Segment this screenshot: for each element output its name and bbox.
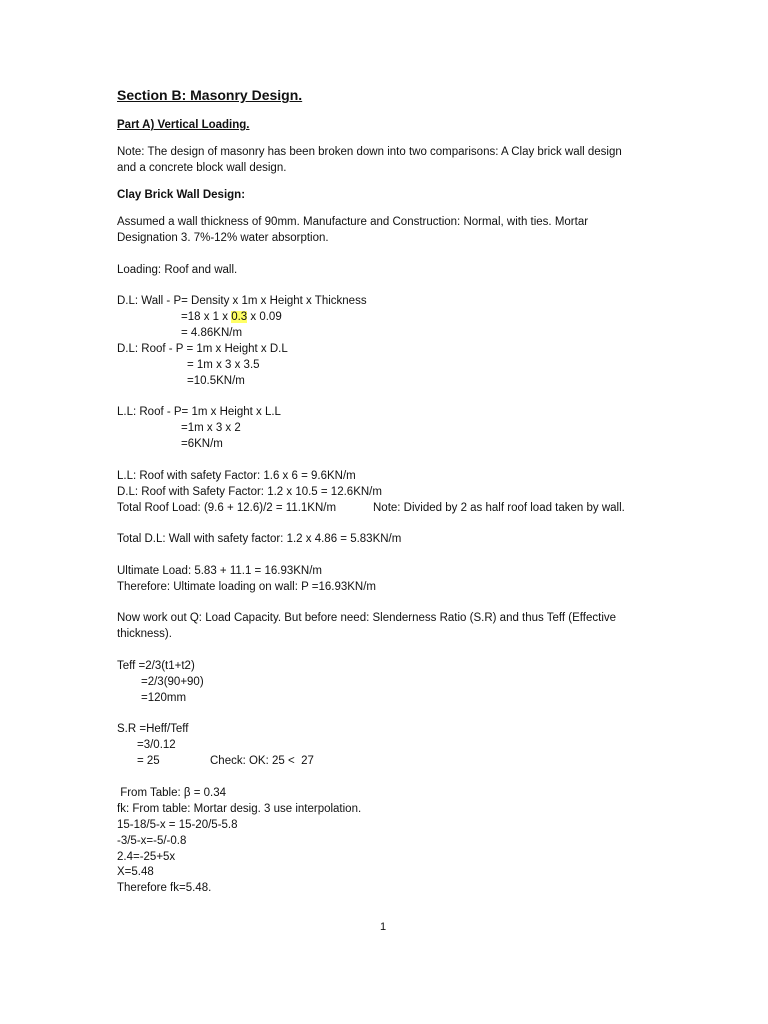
dl-roof-line-2: = 1m x 3 x 3.5 — [187, 359, 260, 371]
beta-line: From Table: β = 0.34 — [117, 787, 226, 799]
sr-line-3: = 25 — [137, 755, 160, 767]
dl-wall-line-1: D.L: Wall - P= Density x 1m x Height x Thickness — [117, 295, 367, 307]
ll-roof-line-3: =6KN/m — [181, 438, 223, 450]
teff-line-1: Teff =2/3(t1+t2) — [117, 660, 195, 672]
total-dl-line: Total D.L: Wall with safety factor: 1.2 x 4.86 = 5.83KN/m — [117, 533, 402, 545]
sr-line-1: S.R =Heff/Teff — [117, 723, 189, 735]
ultimate-line-2: Therefore: Ultimate loading on wall: P =16.93KN/m — [117, 581, 376, 593]
note-line-1: Note: The design of masonry has been broken down into two comparisons: A Clay brick wall design — [117, 146, 622, 158]
note-line-2: and a concrete block wall design. — [117, 162, 287, 174]
eq-line-3: 2.4=-25+5x — [117, 851, 176, 863]
dl-wall-line-2-a: =18 x 1 x — [181, 311, 232, 323]
dl-wall-line-2 — [181, 310, 282, 325]
page-number: 1 — [380, 921, 387, 933]
clay-heading: Clay Brick Wall Design: — [117, 189, 246, 201]
eq-line-1: 15-18/5-x = 15-20/5-5.8 — [117, 819, 238, 831]
sr-line-2: =3/0.12 — [137, 739, 176, 751]
part-heading: Part A) Vertical Loading. — [117, 119, 250, 131]
dl-factor-line: D.L: Roof with Safety Factor: 1.2 x 10.5 = 12.6KN/m — [117, 486, 382, 498]
dl-wall-line-3: = 4.86KN/m — [181, 327, 243, 339]
dl-roof-line-3: =10.5KN/m — [187, 375, 245, 387]
section-title: Section B: Masonry Design. — [117, 87, 303, 103]
now-work-line-2: thickness). — [117, 628, 172, 640]
dl-wall-line-2-b: x 0.09 — [247, 311, 282, 323]
total-roof-note: Note: Divided by 2 as half roof load taken by wall. — [373, 502, 625, 514]
teff-line-2: =2/3(90+90) — [141, 676, 204, 688]
assumed-line-2: Designation 3. 7%-12% water absorption. — [117, 232, 329, 244]
ultimate-line-1: Ultimate Load: 5.83 + 11.1 = 16.93KN/m — [117, 565, 322, 577]
ll-roof-line-2: =1m x 3 x 2 — [181, 422, 241, 434]
sr-check: Check: OK: 25 < 27 — [210, 755, 314, 767]
highlighted-height: 0.3 — [231, 311, 248, 323]
eq-line-4: X=5.48 — [117, 866, 154, 878]
ll-roof-line-1: L.L: Roof - P= 1m x Height x L.L — [117, 406, 281, 418]
eq-line-2: -3/5-x=-5/-0.8 — [117, 835, 187, 847]
dl-roof-line-1: D.L: Roof - P = 1m x Height x D.L — [117, 343, 288, 355]
eq-line-5: Therefore fk=5.48. — [117, 882, 212, 894]
teff-line-3: =120mm — [141, 692, 187, 704]
now-work-line-1: Now work out Q: Load Capacity. But before need: Slenderness Ratio (S.R) and thus Teff (Effective — [117, 612, 617, 624]
assumed-line-1: Assumed a wall thickness of 90mm. Manufacture and Construction: Normal, with ties. Mortar — [117, 216, 589, 228]
fk-line: fk: From table: Mortar desig. 3 use interpolation. — [117, 803, 362, 815]
ll-factor-line: L.L: Roof with safety Factor: 1.6 x 6 = 9.6KN/m — [117, 470, 356, 482]
total-roof-line: Total Roof Load: (9.6 + 12.6)/2 = 11.1KN/m — [117, 502, 337, 514]
loading-line: Loading: Roof and wall. — [117, 264, 238, 276]
